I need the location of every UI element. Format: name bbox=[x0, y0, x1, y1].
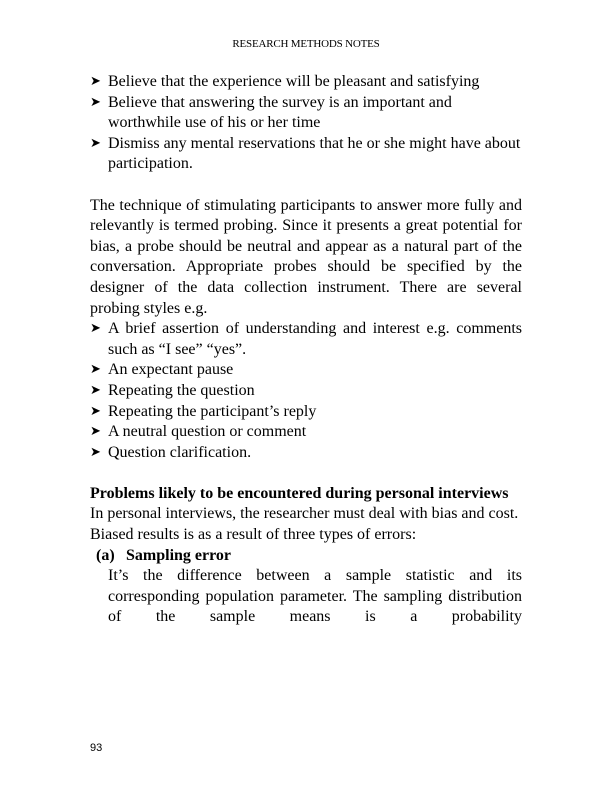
section-intro: In personal interviews, the researcher must deal with bias and cost. bbox=[90, 505, 519, 523]
list-item bbox=[90, 422, 522, 443]
list-item bbox=[90, 402, 522, 423]
list-item bbox=[90, 134, 522, 175]
arrow-bullet-icon: ➤ bbox=[90, 362, 101, 378]
arrow-bullet-icon: ➤ bbox=[90, 444, 101, 460]
list-item-text: Repeating the question bbox=[108, 381, 255, 399]
subsection-title: Sampling error bbox=[126, 546, 232, 564]
subsection-heading bbox=[90, 546, 522, 567]
list-item bbox=[90, 360, 522, 381]
arrow-bullet-icon: ➤ bbox=[90, 403, 101, 419]
arrow-bullet-icon: ➤ bbox=[90, 74, 101, 89]
list-item bbox=[90, 72, 522, 93]
participant-beliefs-list bbox=[90, 72, 522, 175]
section-heading: Problems likely to be encountered during personal interviews bbox=[90, 484, 509, 502]
list-item-text: Question clarification. bbox=[108, 443, 252, 461]
list-item bbox=[90, 319, 522, 360]
list-item-text: Dismiss any mental reservations that he or she might have about participation. bbox=[108, 134, 521, 173]
list-item-text: Believe that answering the survey is an important and worthwhile use of his or her time bbox=[108, 93, 452, 132]
page-number: 93 bbox=[90, 742, 103, 754]
arrow-bullet-icon: ➤ bbox=[90, 135, 101, 151]
arrow-bullet-icon: ➤ bbox=[90, 424, 101, 440]
list-item-text: Believe that the experience will be pleasant and satisfying bbox=[108, 73, 480, 90]
spacer bbox=[90, 175, 522, 196]
page-header: RESEARCH METHODS NOTES bbox=[232, 38, 380, 50]
list-item-text: Repeating the participant’s reply bbox=[108, 402, 317, 420]
arrow-bullet-icon: ➤ bbox=[90, 94, 101, 110]
errors-intro: Biased results is as a result of three types of errors: bbox=[90, 526, 417, 544]
spacer bbox=[90, 463, 522, 484]
list-item bbox=[90, 93, 522, 134]
subsection-text: It’s the difference between a sample statistic and its corresponding population parameter. The sampling distribution of the sample means is a probability bbox=[108, 567, 522, 626]
probing-paragraph: The technique of stimulating participants to answer more fully and relevantly is termed probing. Since it presents a great potential for bias, a probe should be neutral and appear as a natural part of the conversation. Appropriate probes should be specified by the designer of the data collection instrument. There are several probing styles e.g. bbox=[90, 196, 522, 317]
list-item-text: A brief assertion of understanding and interest e.g. comments such as “I see” “yes”. bbox=[108, 320, 522, 358]
list-item-text: A neutral question or comment bbox=[108, 423, 307, 441]
page-content bbox=[90, 72, 522, 628]
arrow-bullet-icon: ➤ bbox=[90, 382, 101, 398]
arrow-bullet-icon: ➤ bbox=[90, 321, 101, 337]
list-item bbox=[90, 443, 522, 464]
probing-styles-list bbox=[90, 319, 522, 463]
list-item-text: An expectant pause bbox=[108, 361, 234, 379]
list-item bbox=[90, 381, 522, 402]
subsection-label: (a) bbox=[96, 546, 115, 564]
